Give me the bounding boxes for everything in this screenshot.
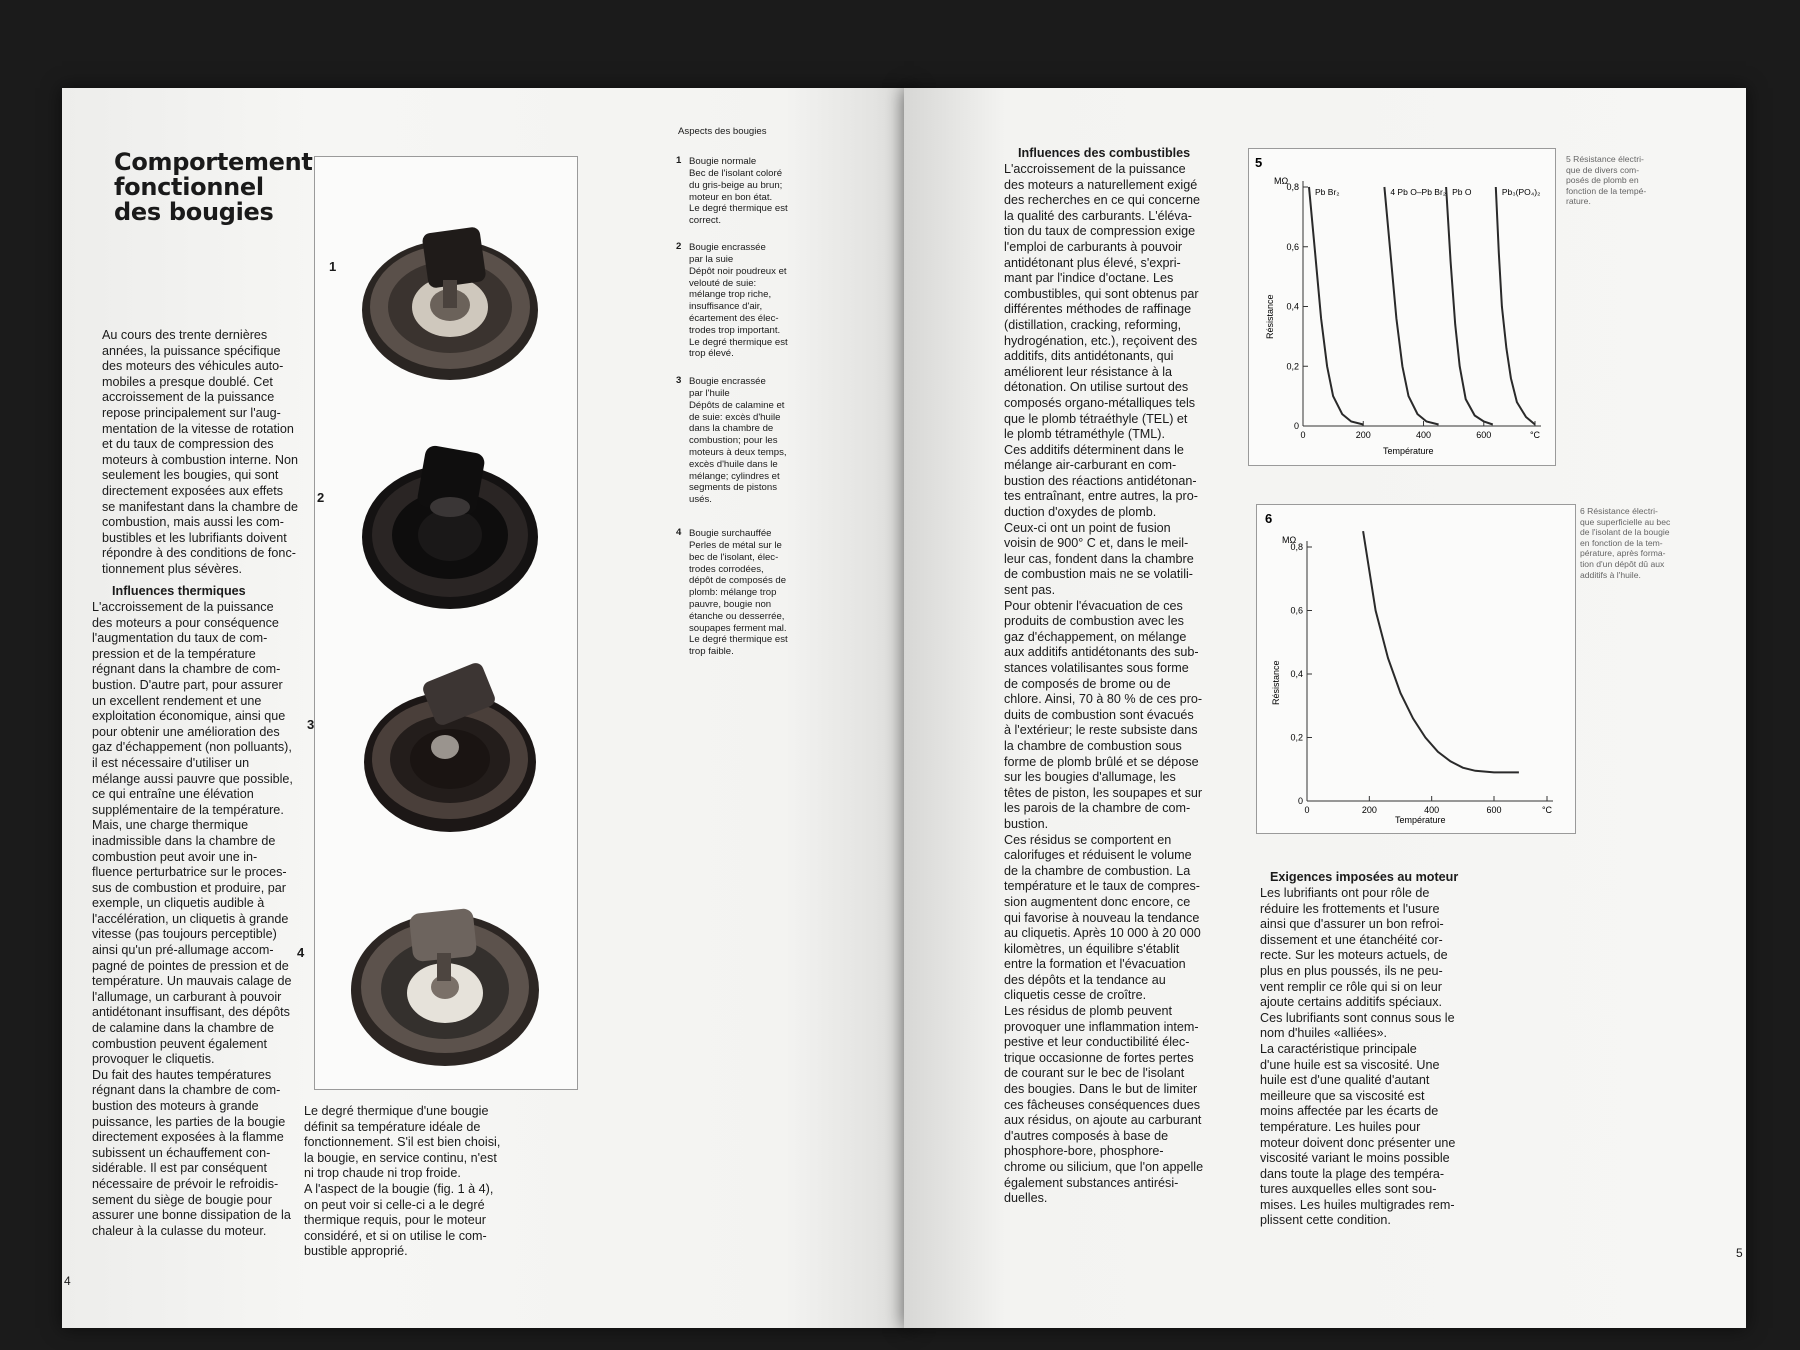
figure-number-1: 1 [329, 259, 337, 274]
figure-6-number: 6 [1265, 511, 1273, 526]
page-number-left: 4 [64, 1274, 71, 1288]
fig5-y-unit: MΩ [1274, 176, 1289, 186]
series-label-4: Pb₃(PO₄)₂ [1501, 187, 1541, 197]
fig5-x-label: Température [1383, 446, 1434, 456]
y-tick-label: 0,8 [1286, 182, 1299, 192]
series-line-2 [1384, 187, 1438, 425]
y-tick-label: 0,4 [1286, 301, 1299, 312]
figure-caption: Le degré thermique d'une bougie définit sa température idéale de fonctionnement. S'il est bien choisi, la bougie, en service continu, n'est ni trop chaude ni trop froide. A l'aspect de la bougie (fig. 1 à 4), on peut voir si celle-ci a le degré thermique requis, pour le moteur considéré, et si on utilise le com- bustible approprié. [304, 1104, 501, 1259]
y-tick-label: 0,2 [1290, 732, 1303, 743]
figure-number-3: 3 [307, 717, 315, 732]
spark-plug-photo-4 [345, 885, 545, 1075]
figure-5-box [1248, 148, 1556, 466]
x-tick-label: 600 [1476, 430, 1492, 440]
y-tick-label: 0 [1293, 421, 1299, 431]
title-line-2: fonctionnel [114, 173, 264, 201]
fig6-x-label: Température [1395, 815, 1446, 825]
page-number-right: 5 [1736, 1246, 1743, 1260]
figure-5-chart [1249, 149, 1555, 465]
left-page [62, 88, 914, 1328]
engine-paragraph: Les lubrifiants ont pour rôle de réduire les frottements et l'usure ainsi que d'assurer un bon refroi- dissement et une étanchéité cor- recte. Sur les moteurs actuels, de plus en plus poussés, ils ne peu- vent remplir ce rôle qui si on leur ajoute certains additifs spéciaux. Ces lubrifiants sont connus sous le nom d'huiles «alliées». La caractéristique principale d'une huile est sa viscosité. Une huile est d'une qualité d'autant meilleure que sa viscosité est moins affectée par les écarts de température. Les huiles pour moteur doivent donc présenter une viscosité variant le moins possible dans toute la plage des tempéra- tures auxquelles elles sont sou- mises. Les huiles multigrades rem- plissent cette condition. [1260, 886, 1456, 1228]
aspect-item-2 [676, 236, 804, 360]
spark-plug-photo-1 [355, 195, 545, 385]
spark-plug-figure-box [297, 156, 578, 1090]
figure-6-box [1256, 504, 1576, 834]
series-line-4 [1496, 187, 1535, 425]
series-label-1: Pb Br₂ [1315, 187, 1340, 197]
figure-6-caption: 6 Résistance électri- que superficielle au bec de l'isolant de la bougie en fonction de la tem- pérature, après forma- tion d'un dépôt dû aux additifs à l'huile. [1580, 506, 1671, 580]
x-tick-label: 600 [1486, 805, 1502, 815]
y-tick-label: 0,6 [1290, 605, 1303, 616]
y-tick-label: 0,6 [1286, 241, 1299, 252]
title-line-3: des bougies [114, 198, 274, 226]
spark-plug-photo-3 [355, 657, 545, 847]
x-tick-label: 200 [1361, 805, 1377, 815]
fig5-y-label: Résistance [1265, 294, 1275, 339]
x-tick-label: °C [1529, 430, 1541, 440]
x-tick-label: 400 [1416, 430, 1432, 440]
series-line-1 [1309, 187, 1363, 425]
aspect-number-2: 2 [676, 241, 682, 252]
aspect-item-1 [676, 150, 804, 227]
figure-5-caption: 5 Résistance électri- que de divers com- posés de plomb en fonction de la tempé- rature. [1566, 154, 1647, 207]
aspect-text-3: Bougie encrassée par l'huile Dépôts de calamine et de suie: excès d'huile dans la chambre de combustion; pour les moteurs à deux temps, excès d'huile dans le mélange; cylindres et segments de pistons usés. [689, 376, 787, 506]
title-line-1: Comportement [114, 148, 313, 176]
figure-number-4: 4 [297, 945, 305, 960]
x-tick-label: 400 [1424, 805, 1440, 815]
article-title [114, 150, 313, 225]
spark-plug-photo-2 [355, 427, 545, 617]
aspect-text-4: Bougie surchauffée Perles de métal sur le bec de l'isolant, élec- trodes corrodées, dépôt de composés de plomb: mélange trop pauvre, bougie non étanche ou desserrée, soupapes ferment mal. Le degré thermique est trop faible. [689, 528, 788, 658]
series-line-1 [1363, 531, 1519, 772]
series-line-3 [1446, 187, 1493, 425]
figure-number-2: 2 [317, 490, 325, 505]
section-heading-thermal: Influences thermiques [112, 584, 246, 598]
y-tick-label: 0 [1297, 796, 1303, 806]
x-tick-label: 200 [1355, 430, 1371, 440]
aspect-item-4 [676, 522, 804, 658]
series-label-2: 4 Pb O–Pb Br₂ [1390, 187, 1447, 197]
aspect-text-2: Bougie encrassée par la suie Dépôt noir poudreux et velouté de suie: mélange trop riche, insuffisance d'air, écartement des élec- trodes trop important. Le degré thermique est trop élevé. [689, 242, 788, 360]
right-page [904, 88, 1746, 1328]
fig6-y-unit: MΩ [1282, 535, 1297, 545]
y-tick-label: 0,4 [1290, 669, 1303, 679]
engine-heading: Exigences imposées au moteur [1270, 870, 1459, 884]
aspect-number-3: 3 [676, 375, 682, 386]
aspects-heading: Aspects des bougies [678, 126, 767, 137]
y-tick-label: 0,2 [1286, 361, 1299, 372]
figure-5-number: 5 [1255, 155, 1263, 170]
y-tick-label: 0,8 [1290, 542, 1303, 552]
fuel-paragraph: L'accroissement de la puissance des moteurs a naturellement exigé des recherches en ce qui concerne la qualité des carburants. L'éléva- tion du taux de compression exige l'emploi de carburants à pouvoir antidétonant plus élevé, s'expri- mant par l'indice d'octane. Les combustibles, qui sont obtenus par différentes méthodes de raffinage (distillation, cracking, reforming, hydrogénation, etc.), reçoivent des additifs, dits antidétonants, qui améliorent leur résistance à la détonation. On utilise surtout des composés organo-métalliques tels que le plomb tétraéthyle (TEL) et le plomb tétraméthyle (TML). Ces additifs déterminent dans le mélange air-carburant en com- bustion des réactions antidétonan- tes entraînant, entre autres, la pro- duction d'oxydes de plomb. Ceux-ci ont un point de fusion voisin de 900° C et, dans le meil- leur cas, fondent dans la chambre de combustion mais ne se volatili- sent pas. Pour obtenir l'évacuation de ces produits de combustion avec les gaz d'échappement, on mélange aux additifs antidétonants des sub- stances volatilisantes sous forme de composés de brome ou de chlore. Ainsi, 70 à 80 % de ces pro- duits de combustion sont évacués à l'extérieur; le reste subsiste dans la chambre de combustion sous forme de plomb brûlé et se dépose sur les bougies d'allumage, les têtes de piston, les soupapes et sur les parois de la chambre de com- bustion. Ces résidus se comportent en calorifuges et réduisent le volume de la chambre de combustion. La température et le taux de compres- sion augmentent donc encore, ce qui favorise à nouveau la tendance au cliquetis. Après 10 000 à 20 000 kilomètres, un équilibre s'établit entre la formation et l'évacuation des dépôts et la tendance au cliquetis cesse de croître. Les résidus de plomb peuvent provoquer une inflammation intem- pestive et leur conductibilité élec- trique occasionne de fortes pertes de courant sur le bec de l'isolant des bougies. Dans le but de limiter ces fâcheuses conséquences dues aux résidus, on ajoute au carburant d'autres composés à base de phosphore-bore, phosphore- chrome ou silicium, que l'on appelle également substances antirési- duelles. [1004, 162, 1204, 1206]
intro-paragraph: Au cours des trente dernières années, la puissance spécifique des moteurs des véhicules auto- mobiles a presque doublé. Cet accroissement de la puissance repose principalement sur l'aug- mentation de la vitesse de rotation et du taux de compression des moteurs à combustion interne. Non seulement les bougies, qui sont directement exposées aux effets se manifestant dans la chambre de combustion, mais aussi les com- bustibles et les lubrifiants doivent répondre à des conditions de fonc- tionnement plus sévères. [102, 328, 299, 576]
fuel-heading: Influences des combustibles [1018, 146, 1191, 160]
fig6-y-label: Résistance [1271, 660, 1281, 705]
x-tick-label: 0 [1300, 430, 1306, 440]
thermal-paragraph: L'accroissement de la puissance des moteurs a pour conséquence l'augmentation du taux de com- pression et de la température régnant dans la chambre de com- bustion. D'autre part, pour assurer un excellent rendement et une exploitation économique, ainsi que pour obtenir une amélioration des gaz d'échappement (non polluants), il est nécessaire d'utiliser un mélange aussi pauvre que possible, ce qui entraîne une élévation supplémentaire de la température. Mais, une charge thermique inadmissible dans la chambre de combustion peut avoir une in- fluence perturbatrice sur le proces- sus de combustion et produire, par exemple, un cliquetis audible à l'accélération, un cliquetis à grande vitesse (pas toujours perceptible) ainsi qu'un pré-allumage accom- pagné de pointes de pression et de température. Un mauvais calage de l'allumage, un carburant à pouvoir antidétonant insuffisant, des dépôts de calamine dans la chambre de combustion peuvent également provoquer le cliquetis. Du fait des hautes températures régnant dans la chambre de com- bustion des moteurs à grande puissance, les parties de la bougie directement exposées à la flamme subissent un échauffement con- sidérable. Il est par conséquent nécessaire de prévoir le refroidis- sement du siège de bougie pour assurer une bonne dissipation de la chaleur à la culasse du moteur. [92, 600, 293, 1238]
aspect-item-3 [676, 370, 804, 506]
aspect-number-1: 1 [676, 155, 682, 166]
series-label-3: Pb O [1452, 187, 1472, 197]
aspect-number-4: 4 [676, 527, 682, 538]
x-tick-label: °C [1541, 805, 1553, 815]
aspect-text-1: Bougie normale Bec de l'isolant coloré du gris-beige au brun; moteur en bon état. Le degré thermique est correct. [689, 156, 788, 227]
x-tick-label: 0 [1304, 805, 1310, 815]
figure-6-chart [1257, 505, 1575, 833]
